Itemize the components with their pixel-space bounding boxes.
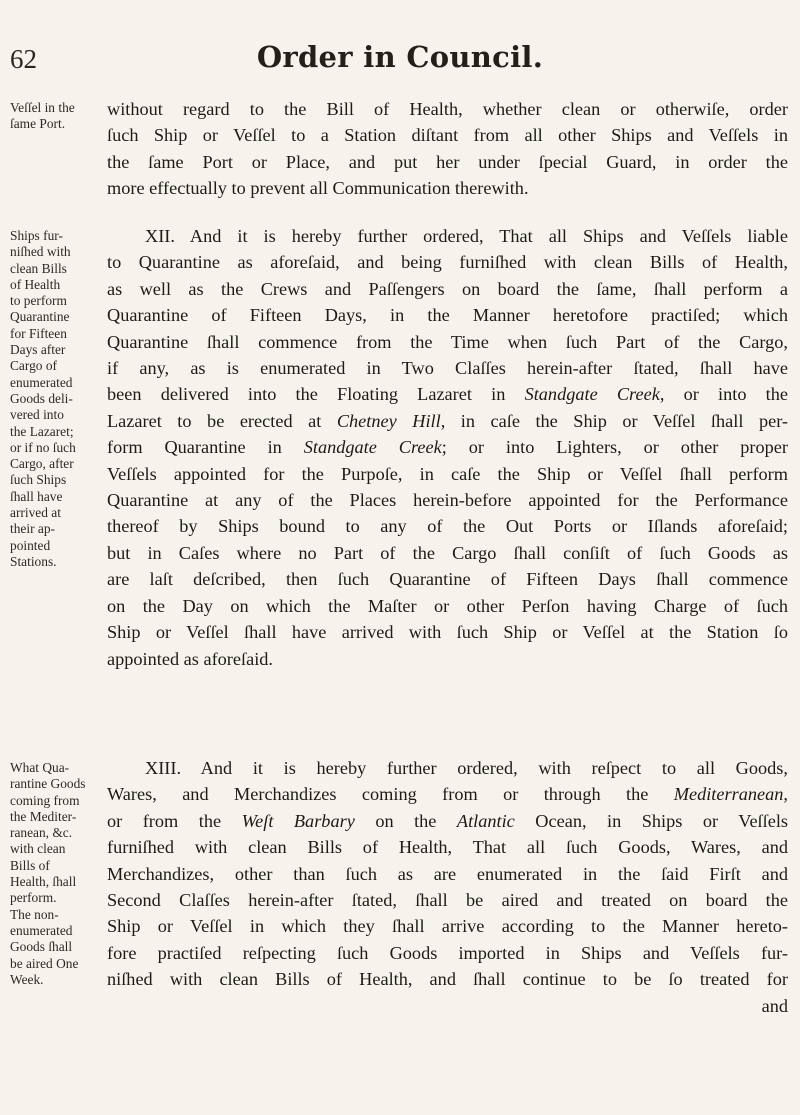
body-text xyxy=(107,755,788,1019)
margin-note-line: ſhall have xyxy=(10,488,63,504)
text-line: been delivered into the Floating Lazaret in Standgate Creek, or into the xyxy=(107,384,788,405)
text-line: to Quarantine as aforeſaid, and being furniſhed with clean Bills of Health, xyxy=(107,252,788,273)
text-line: Quarantine of Fifteen Days, in the Manner heretofore practiſed; which xyxy=(107,305,788,326)
margin-note-line: What Qua- xyxy=(10,760,70,775)
body-text xyxy=(107,96,788,202)
margin-note-line: Quarantine xyxy=(10,309,70,325)
margin-note-line: of Health xyxy=(10,276,61,292)
text-line: Ship or Veſſel in which they ſhall arrive according to the Manner hereto- xyxy=(107,916,788,937)
margin-note-line: Cargo, after xyxy=(10,456,74,472)
text-line: fore practiſed reſpecting ſuch Goods imported in Ships and Veſſels fur- xyxy=(107,942,788,963)
text-line: or from the Weſt Barbary on the Atlantic Ocean, in Ships or Veſſels xyxy=(107,810,789,831)
margin-note-line: the Mediter- xyxy=(10,808,77,824)
margin-note-line: perform. xyxy=(10,890,57,906)
margin-note-line: coming from xyxy=(10,792,80,808)
margin-note-line: Health, ſhall xyxy=(10,874,77,890)
text-line: Veſſels appointed for the Purpoſe, in caſe the Ship or Veſſel ſhall perform xyxy=(107,463,788,484)
margin-note-line: with clean xyxy=(10,841,66,857)
margin-note-line: ſame Port. xyxy=(10,116,66,132)
margin-note-line: ſuch Ships xyxy=(10,472,67,488)
margin-note-line: their ap- xyxy=(10,521,55,537)
margin-note-line: ranean, &c. xyxy=(10,825,73,841)
body-text xyxy=(107,223,788,672)
text-line: Lazaret to be erected at Chetney Hill, in caſe the Ship or Veſſel ſhall per- xyxy=(107,410,789,431)
text-line: without regard to the Bill of Health, whether clean or otherwiſe, order xyxy=(107,99,788,119)
margin-note-line: Week. xyxy=(10,971,44,987)
margin-note-line: Goods deli- xyxy=(10,390,73,406)
margin-note-line: Bills of xyxy=(10,857,50,873)
margin-note-line: enumerated xyxy=(10,374,73,390)
text-line: XII. And it is hereby further ordered, That all Ships and Veſſels liable xyxy=(145,226,788,246)
text-line: Ship or Veſſel ſhall have arrived with ſuch Ship or Veſſel at the Station ſo xyxy=(107,622,788,643)
margin-note-line: enumerated xyxy=(10,922,73,938)
text-line: ſuch Ship or Veſſel to a Station diſtant from all other Ships and Veſſels in xyxy=(107,125,788,146)
text-line: Quarantine at any of the Places herein-before appointed for the Performance xyxy=(107,490,788,511)
text-line: XIII. And it is hereby further ordered, with reſpect to all Goods, xyxy=(145,758,788,778)
text-line: Second Claſſes herein-after ſtated, ſhall be aired and treated on board the xyxy=(107,890,788,911)
text-line: are laſt deſcribed, then ſuch Quarantine of Fifteen Days ſhall commence xyxy=(107,569,788,590)
margin-note-line: Cargo of xyxy=(10,358,57,374)
margin-note-line: vered into xyxy=(10,407,64,423)
text-line: thereof by Ships bound to any of the Out Ports or Iſlands aforeſaid; xyxy=(107,516,788,537)
margin-note-line: the Lazaret; xyxy=(10,423,74,439)
text-line: appointed as aforeſaid. xyxy=(107,648,273,669)
text-line: furniſhed with clean Bills of Health, That all ſuch Goods, Wares, and xyxy=(107,837,788,858)
text-line: the ſame Port or Place, and put her under ſpecial Guard, in order the xyxy=(107,151,788,172)
text-line: niſhed with clean Bills of Health, and ſhall continue to be ſo treated for xyxy=(107,969,788,990)
margin-note-line: niſhed with xyxy=(10,244,71,260)
margin-note-line: Veſſel in the xyxy=(10,100,75,115)
margin-note-line: arrived at xyxy=(10,505,61,521)
text-line: but in Caſes where no Part of the Cargo ſhall conſiſt of ſuch Goods as xyxy=(107,542,788,563)
text-line: as well as the Crews and Paſſengers on board the ſame, ſhall perform a xyxy=(107,278,788,299)
margin-note xyxy=(10,228,100,570)
page-number: 62 xyxy=(10,44,37,74)
margin-note-line: for Fifteen xyxy=(10,325,67,341)
margin-note-line: clean Bills xyxy=(10,260,67,276)
text-line: Wares, and Merchandizes coming from or through the Mediterranean, xyxy=(107,784,788,805)
catchword: and xyxy=(761,995,788,1016)
margin-note xyxy=(10,100,100,133)
margin-note-line: or if no ſuch xyxy=(10,439,76,455)
text-line: on the Day on which the Maſter or other Perſon having Charge of ſuch xyxy=(107,595,788,616)
running-head: Order in Council. xyxy=(256,40,544,74)
text-line: form Quarantine in Standgate Creek; or into Lighters, or other proper xyxy=(107,437,788,458)
margin-note-line: to perform xyxy=(10,293,67,309)
margin-note-line: Stations. xyxy=(10,553,57,569)
margin-note-line: Goods ſhall xyxy=(10,939,73,955)
margin-note-line: be aired One xyxy=(10,955,79,971)
margin-note-line: The non- xyxy=(10,906,59,922)
text-line: more effectually to prevent all Communication therewith. xyxy=(107,178,529,199)
text-line: Merchandizes, other than ſuch as are enumerated in the ſaid Firſt and xyxy=(107,863,788,884)
margin-note-line: Days after xyxy=(10,342,66,358)
text-line: if any, as is enumerated in Two Claſſes herein-after ſtated, ſhall have xyxy=(107,358,788,379)
margin-note-line: rantine Goods xyxy=(10,776,86,792)
text-line: Quarantine ſhall commence from the Time when ſuch Part of the Cargo, xyxy=(107,331,788,352)
margin-note xyxy=(10,760,100,988)
margin-note-line: Ships fur- xyxy=(10,228,63,243)
margin-note-line: pointed xyxy=(10,537,51,553)
